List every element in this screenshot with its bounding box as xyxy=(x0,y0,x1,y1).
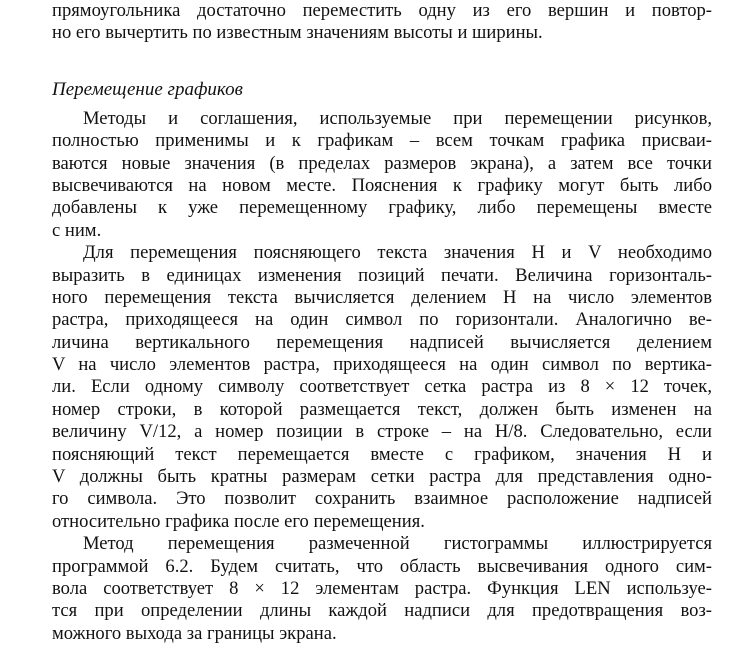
paragraph-3 xyxy=(52,533,712,645)
text-line: но его вычертить по известным значениям высоты и ширины. xyxy=(52,22,543,44)
text-line: V на число элементов растра, приходящееся на один символ по вертика- xyxy=(52,354,712,376)
text-line: поясняющий текст перемещается вместе с графиком, значения H и xyxy=(52,443,712,465)
text-line: величину V/12, а номер позиции в строке – на H/8. Следовательно, если xyxy=(52,421,712,443)
text-line: программой 6.2. Будем считать, что область высвечивания одного сим- xyxy=(52,555,712,577)
text-line: Для перемещения поясняющего текста значения H и V необходимо xyxy=(83,242,712,264)
text-line: ваются новые значения (в пределах размеров экрана), а затем все точки xyxy=(52,152,712,174)
paragraph-2 xyxy=(52,242,712,533)
section-heading: Перемещение графиков xyxy=(52,78,243,100)
text-line: относительно графика после его перемещения. xyxy=(52,510,425,532)
text-line: го символа. Это позволит сохранить взаимное расположение надписей xyxy=(52,488,712,510)
text-line: вола соответствует 8 × 12 элементам растра. Функция LEN используе- xyxy=(52,577,712,599)
text-line: полностью применимы и к графикам – всем точкам графика присваи- xyxy=(52,130,712,152)
text-line: можного выхода за границы экрана. xyxy=(52,622,337,644)
text-line: выразить в единицах изменения позиций печати. Величина горизонталь- xyxy=(52,264,712,286)
text-line: ного перемещения текста вычисляется делением H на число элементов xyxy=(52,286,712,308)
text-line: высвечиваются на новом месте. Пояснения к графику могут быть либо xyxy=(52,174,712,196)
text-line: личина вертикального перемещения надписей вычисляется делением xyxy=(52,331,712,353)
paragraph-1 xyxy=(52,108,712,242)
text-line: с ним. xyxy=(52,219,102,241)
document-page xyxy=(52,0,712,645)
text-line: тся при определении длины каждой надписи для предотвращения воз- xyxy=(52,600,712,622)
intro-paragraph xyxy=(52,0,712,45)
text-line: номер строки, в которой размещается текст, должен быть изменен на xyxy=(52,398,712,420)
text-line: Методы и соглашения, используемые при перемещении рисунков, xyxy=(83,107,712,129)
text-line: прямоугольника достаточно переместить одну из его вершин и повтор- xyxy=(52,0,712,21)
text-line: растра, приходящееся на один символ по горизонтали. Аналогично ве- xyxy=(52,309,712,331)
text-line: добавлены к уже перемещенному графику, либо перемещены вместе xyxy=(52,197,712,219)
text-line: V должны быть кратны размерам сетки растра для представления одно- xyxy=(52,466,712,488)
text-line: Метод перемещения размеченной гистограммы иллюстрируется xyxy=(83,533,712,555)
text-line: ли. Если одному символу соответствует сетка растра из 8 × 12 точек, xyxy=(52,376,712,398)
